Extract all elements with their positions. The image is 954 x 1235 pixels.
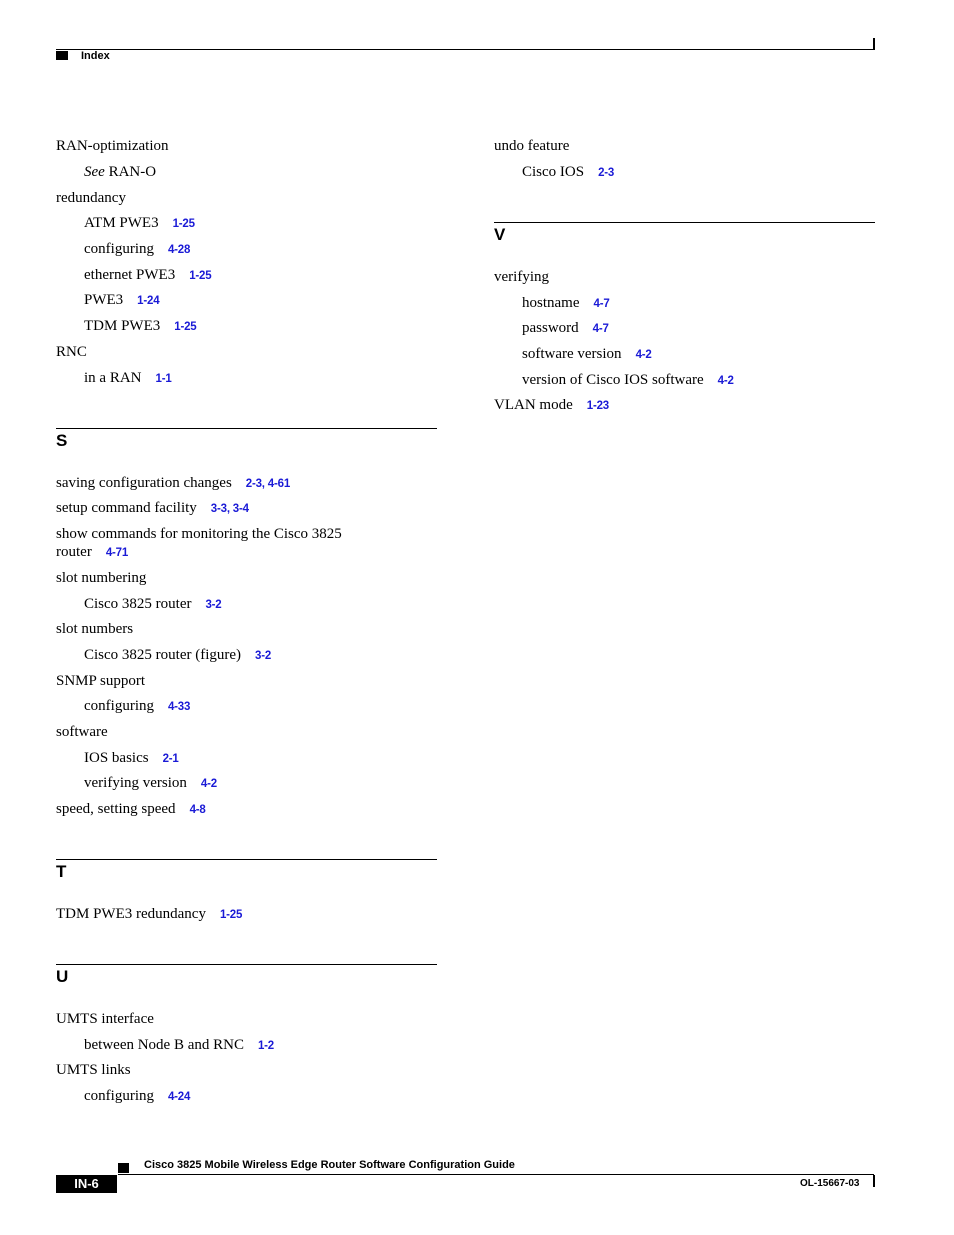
page-ref-link[interactable]: 2-3 — [598, 167, 615, 179]
index-entry: UMTS links — [56, 1062, 131, 1078]
index-subentry: in a RAN 1-1 — [84, 370, 172, 386]
header-marker — [56, 51, 68, 60]
footer-marker — [118, 1163, 129, 1173]
page-ref-link[interactable]: 4-2 — [635, 349, 652, 361]
page-ref-link[interactable]: 1-25 — [174, 321, 197, 333]
page-ref-link[interactable]: 4-33 — [167, 701, 191, 713]
footer-guide-title: Cisco 3825 Mobile Wireless Edge Router Software Configuration Guide — [144, 1159, 515, 1171]
page-ref-link[interactable]: 1-25 — [219, 909, 243, 921]
page-ref-link[interactable]: 4-24 — [167, 1091, 191, 1103]
page-ref-link[interactable]: 1-2 — [257, 1040, 274, 1052]
section-letter-t: T — [56, 862, 67, 881]
page-ref-link[interactable]: 3-3, 3-4 — [210, 503, 249, 515]
index-subentry: between Node B and RNC 1-2 — [84, 1037, 274, 1053]
header-rule — [56, 49, 874, 50]
page-ref-link[interactable]: 4-2 — [717, 375, 734, 387]
page-ref-link[interactable]: 4-7 — [592, 323, 609, 335]
index-subentry: verifying version 4-2 — [84, 775, 217, 791]
page-ref-link[interactable]: 2-3, 4-61 — [245, 478, 291, 490]
index-subentry: configuring 4-28 — [84, 241, 191, 257]
index-subentry: configuring 4-24 — [84, 1088, 191, 1104]
page-ref-link[interactable]: 1-25 — [189, 270, 212, 282]
index-entry: slot numbers — [56, 621, 134, 637]
index-entry: UMTS interface — [56, 1011, 154, 1027]
page-ref-link[interactable]: 4-28 — [167, 244, 191, 256]
page-ref-link[interactable]: 4-8 — [189, 804, 206, 816]
page-ref-link[interactable]: 1-25 — [172, 218, 195, 230]
header-section-label: Index — [81, 50, 110, 62]
index-entry: RNC — [56, 344, 87, 360]
section-letter-s: S — [56, 431, 68, 450]
index-entry: show commands for monitoring the Cisco 3825 — [56, 526, 342, 542]
index-entry: saving configuration changes 2-3, 4-61 — [56, 475, 291, 491]
index-subentry: ethernet PWE3 1-25 — [84, 267, 212, 283]
index-entry: slot numbering — [56, 570, 147, 586]
section-rule-t — [56, 859, 437, 860]
page-ref-link[interactable]: 3-2 — [205, 599, 222, 611]
section-rule-s — [56, 428, 437, 429]
index-entry: software — [56, 724, 108, 740]
footer-tick — [873, 1175, 875, 1187]
index-subentry: Cisco 3825 router (figure) 3-2 — [84, 647, 272, 663]
section-rule-u — [56, 964, 437, 965]
header-tick — [873, 38, 875, 50]
index-entry-continued: router 4-71 — [56, 544, 129, 560]
page-ref-link[interactable]: 2-1 — [162, 753, 179, 765]
index-subentry: PWE3 1-24 — [84, 292, 160, 308]
index-entry: speed, setting speed 4-8 — [56, 801, 206, 817]
page-ref-link[interactable]: 4-71 — [105, 547, 129, 559]
index-subentry: Cisco IOS 2-3 — [522, 164, 615, 180]
document-number: OL-15667-03 — [800, 1178, 860, 1189]
page-ref-link[interactable]: 1-24 — [137, 295, 160, 307]
index-subentry: TDM PWE3 1-25 — [84, 318, 197, 334]
footer-rule — [118, 1174, 874, 1175]
index-subentry: IOS basics 2-1 — [84, 750, 179, 766]
index-subentry: ATM PWE3 1-25 — [84, 215, 195, 231]
index-entry: verifying — [494, 269, 549, 285]
index-see-entry: See RAN-O — [84, 164, 157, 180]
index-entry: RAN-optimization — [56, 138, 169, 154]
page-ref-link[interactable]: 1-23 — [586, 400, 609, 412]
section-letter-v: V — [494, 225, 506, 244]
page-ref-link[interactable]: 4-7 — [593, 298, 610, 310]
index-entry: SNMP support — [56, 673, 146, 689]
index-subentry: Cisco 3825 router 3-2 — [84, 596, 222, 612]
index-subentry: configuring 4-33 — [84, 698, 191, 714]
index-entry: TDM PWE3 redundancy 1-25 — [56, 906, 243, 922]
page-number-badge: IN-6 — [56, 1175, 117, 1193]
index-subentry: hostname 4-7 — [522, 295, 610, 311]
index-entry: undo feature — [494, 138, 570, 154]
index-entry: redundancy — [56, 190, 126, 206]
page-ref-link[interactable]: 3-2 — [255, 650, 272, 662]
index-subentry: password 4-7 — [522, 320, 609, 336]
section-letter-u: U — [56, 967, 69, 986]
section-rule-v — [494, 222, 875, 223]
page-ref-link[interactable]: 1-1 — [155, 373, 172, 385]
index-subentry: software version 4-2 — [522, 346, 652, 362]
index-subentry: version of Cisco IOS software 4-2 — [522, 372, 734, 388]
index-entry: setup command facility 3-3, 3-4 — [56, 500, 249, 516]
page-ref-link[interactable]: 4-2 — [200, 778, 217, 790]
index-entry: VLAN mode 1-23 — [494, 397, 609, 413]
